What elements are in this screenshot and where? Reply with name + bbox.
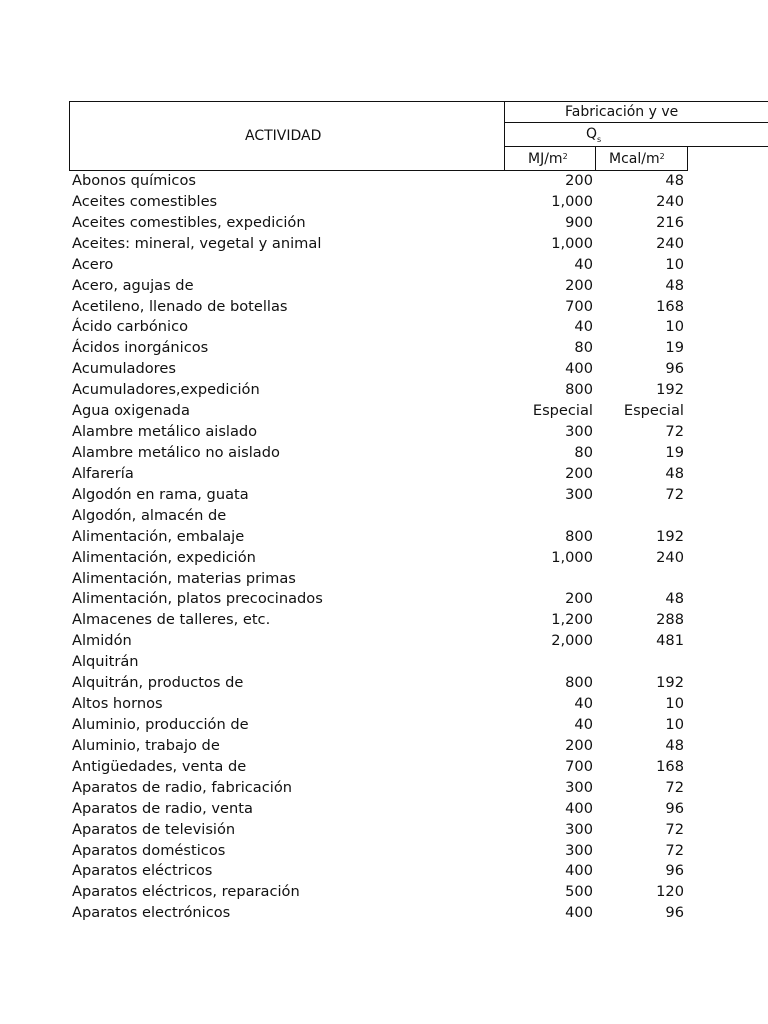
table-row xyxy=(69,715,768,736)
table-row xyxy=(69,820,768,841)
mj-cell: 200 xyxy=(565,172,593,189)
fire-load-table xyxy=(69,101,768,924)
table-row xyxy=(69,652,768,673)
actividad-header: ACTIVIDAD xyxy=(245,128,322,144)
actividad-cell: Ácido carbónico xyxy=(72,318,189,336)
mj-cell: 400 xyxy=(565,862,593,880)
mcal-cell: 10 xyxy=(665,318,684,336)
actividad-cell: Alquitrán xyxy=(72,653,139,671)
table-row xyxy=(69,861,768,882)
table-row xyxy=(69,527,768,548)
mcal-cell: 72 xyxy=(665,423,684,441)
mj-cell: 200 xyxy=(565,736,593,754)
mj-cell: 300 xyxy=(565,485,593,503)
table-row xyxy=(69,485,768,506)
actividad-cell: Almacenes de talleres, etc. xyxy=(72,611,271,629)
unit-mj-header: $MJ/m^2$ xyxy=(528,151,568,167)
mj-cell: 700 xyxy=(565,297,593,315)
table-row xyxy=(69,610,768,631)
mcal-cell: 96 xyxy=(665,360,684,378)
mj-cell: 200 xyxy=(565,276,593,294)
qs-header: $Q_s$ xyxy=(586,126,602,144)
mcal-cell: 72 xyxy=(665,820,684,838)
actividad-cell: Algodón, almacén de xyxy=(72,506,227,524)
mj-cell: 300 xyxy=(565,778,593,796)
mcal-cell: 48 xyxy=(665,172,684,189)
mj-cell: 80 xyxy=(574,443,593,461)
mj-cell: 700 xyxy=(565,757,593,775)
actividad-cell: Ácidos inorgánicos xyxy=(72,339,209,357)
table-row xyxy=(69,192,768,213)
mj-cell: 400 xyxy=(565,360,593,378)
actividad-cell: Aparatos eléctricos, reparación xyxy=(72,883,300,901)
actividad-cell: Alfarería xyxy=(72,464,134,482)
mcal-cell: 240 xyxy=(656,548,684,566)
mcal-cell: 19 xyxy=(665,443,684,461)
mcal-cell: 168 xyxy=(656,757,684,775)
mj-cell: 40 xyxy=(574,318,593,336)
table-row xyxy=(69,234,768,255)
mj-cell: 40 xyxy=(574,715,593,733)
group-header: Fabricación y ve xyxy=(565,104,679,120)
actividad-cell: Acumuladores xyxy=(72,360,176,378)
table-row xyxy=(69,255,768,276)
mcal-cell: 72 xyxy=(665,778,684,796)
table-row xyxy=(69,443,768,464)
actividad-cell: Almidón xyxy=(72,632,132,650)
table-row xyxy=(69,736,768,757)
mcal-cell: 10 xyxy=(665,255,684,273)
actividad-cell: Aparatos eléctricos xyxy=(72,862,213,880)
table-row xyxy=(69,464,768,485)
mcal-cell: 48 xyxy=(665,736,684,754)
mj-cell: 400 xyxy=(565,904,593,922)
mj-cell: 500 xyxy=(565,883,593,901)
actividad-cell: Aceites comestibles xyxy=(72,192,218,210)
mcal-cell: 96 xyxy=(665,799,684,817)
actividad-cell: Algodón en rama, guata xyxy=(72,485,249,503)
mcal-cell: 19 xyxy=(665,339,684,357)
table-row xyxy=(69,589,768,610)
actividad-cell: Aluminio, producción de xyxy=(72,715,249,733)
mcal-cell: 481 xyxy=(656,632,684,650)
actividad-cell: Aceites comestibles, expedición xyxy=(72,213,306,231)
mj-cell: 400 xyxy=(565,799,593,817)
actividad-cell: Alimentación, expedición xyxy=(72,548,256,566)
actividad-cell: Alimentación, embalaje xyxy=(72,527,245,545)
table-row xyxy=(69,338,768,359)
table-row xyxy=(69,778,768,799)
mcal-cell: 240 xyxy=(656,234,684,252)
actividad-cell: Agua oxigenada xyxy=(72,402,190,420)
table-row xyxy=(69,359,768,380)
actividad-cell: Aparatos electrónicos xyxy=(72,904,231,922)
mj-cell: 800 xyxy=(565,674,593,692)
actividad-cell: Aparatos de radio, venta xyxy=(72,799,253,817)
mcal-cell: 96 xyxy=(665,862,684,880)
mj-cell: 1,000 xyxy=(551,234,593,252)
mcal-cell: 72 xyxy=(665,841,684,859)
mcal-cell: 48 xyxy=(665,464,684,482)
mj-cell: 2,000 xyxy=(551,632,593,650)
table-header xyxy=(69,101,768,171)
mj-cell: 200 xyxy=(565,590,593,608)
mcal-cell: 96 xyxy=(665,904,684,922)
table-row xyxy=(69,317,768,338)
actividad-cell: Acero xyxy=(72,255,114,273)
mcal-cell: 48 xyxy=(665,590,684,608)
table-row xyxy=(69,297,768,318)
mcal-cell: 10 xyxy=(665,695,684,713)
actividad-cell: Aparatos de televisión xyxy=(72,820,236,838)
table-row xyxy=(69,171,768,192)
table-row xyxy=(69,903,768,924)
mcal-cell: 240 xyxy=(656,192,684,210)
mcal-cell: Especial xyxy=(623,402,684,420)
mj-cell: 300 xyxy=(565,423,593,441)
mj-cell: 40 xyxy=(574,695,593,713)
actividad-cell: Alquitrán, productos de xyxy=(72,674,244,692)
mcal-cell: 72 xyxy=(665,485,684,503)
table-row xyxy=(69,631,768,652)
table-row xyxy=(69,276,768,297)
table-row xyxy=(69,673,768,694)
mj-cell: 1,000 xyxy=(551,548,593,566)
table-row xyxy=(69,694,768,715)
table-row xyxy=(69,799,768,820)
actividad-cell: Acero, agujas de xyxy=(72,276,194,294)
mj-cell: 900 xyxy=(565,213,593,231)
mj-cell: Especial xyxy=(532,402,593,420)
actividad-cell: Aparatos de radio, fabricación xyxy=(72,778,292,796)
table-body xyxy=(69,171,768,924)
actividad-cell: Antigüedades, venta de xyxy=(72,757,247,775)
mcal-cell: 192 xyxy=(656,381,684,399)
actividad-cell: Acetileno, llenado de botellas xyxy=(72,297,288,315)
table-row xyxy=(69,841,768,862)
mj-cell: 300 xyxy=(565,841,593,859)
mj-cell: 80 xyxy=(574,339,593,357)
mcal-cell: 192 xyxy=(656,674,684,692)
mj-cell: 200 xyxy=(565,464,593,482)
actividad-cell: Altos hornos xyxy=(72,695,163,713)
table-row xyxy=(69,213,768,234)
mcal-cell: 48 xyxy=(665,276,684,294)
table-row xyxy=(69,506,768,527)
mj-cell: 1,000 xyxy=(551,192,593,210)
actividad-cell: Abonos químicos xyxy=(72,172,196,189)
actividad-cell: Aparatos domésticos xyxy=(72,841,226,859)
mj-cell: 800 xyxy=(565,381,593,399)
actividad-cell: Aluminio, trabajo de xyxy=(72,736,220,754)
actividad-cell: Alimentación, materias primas xyxy=(72,569,296,587)
actividad-cell: Aceites: mineral, vegetal y animal xyxy=(72,234,322,252)
mcal-cell: 216 xyxy=(656,213,684,231)
actividad-cell: Alambre metálico aislado xyxy=(72,423,258,441)
unit-mcal-header: Mcal/$m^2$ xyxy=(609,151,665,167)
actividad-cell: Acumuladores,expedición xyxy=(72,381,260,399)
table-row xyxy=(69,569,768,590)
mcal-cell: 192 xyxy=(656,527,684,545)
table-row xyxy=(69,882,768,903)
table-row xyxy=(69,422,768,443)
mcal-cell: 10 xyxy=(665,715,684,733)
mj-cell: 1,200 xyxy=(551,611,593,629)
table-row xyxy=(69,380,768,401)
table-row xyxy=(69,757,768,778)
table-row xyxy=(69,401,768,422)
mcal-cell: 288 xyxy=(656,611,684,629)
mj-cell: 40 xyxy=(574,255,593,273)
mcal-cell: 120 xyxy=(656,883,684,901)
mcal-cell: 168 xyxy=(656,297,684,315)
table-row xyxy=(69,548,768,569)
mj-cell: 800 xyxy=(565,527,593,545)
actividad-cell: Alimentación, platos precocinados xyxy=(72,590,323,608)
actividad-cell: Alambre metálico no aislado xyxy=(72,443,280,461)
mj-cell: 300 xyxy=(565,820,593,838)
